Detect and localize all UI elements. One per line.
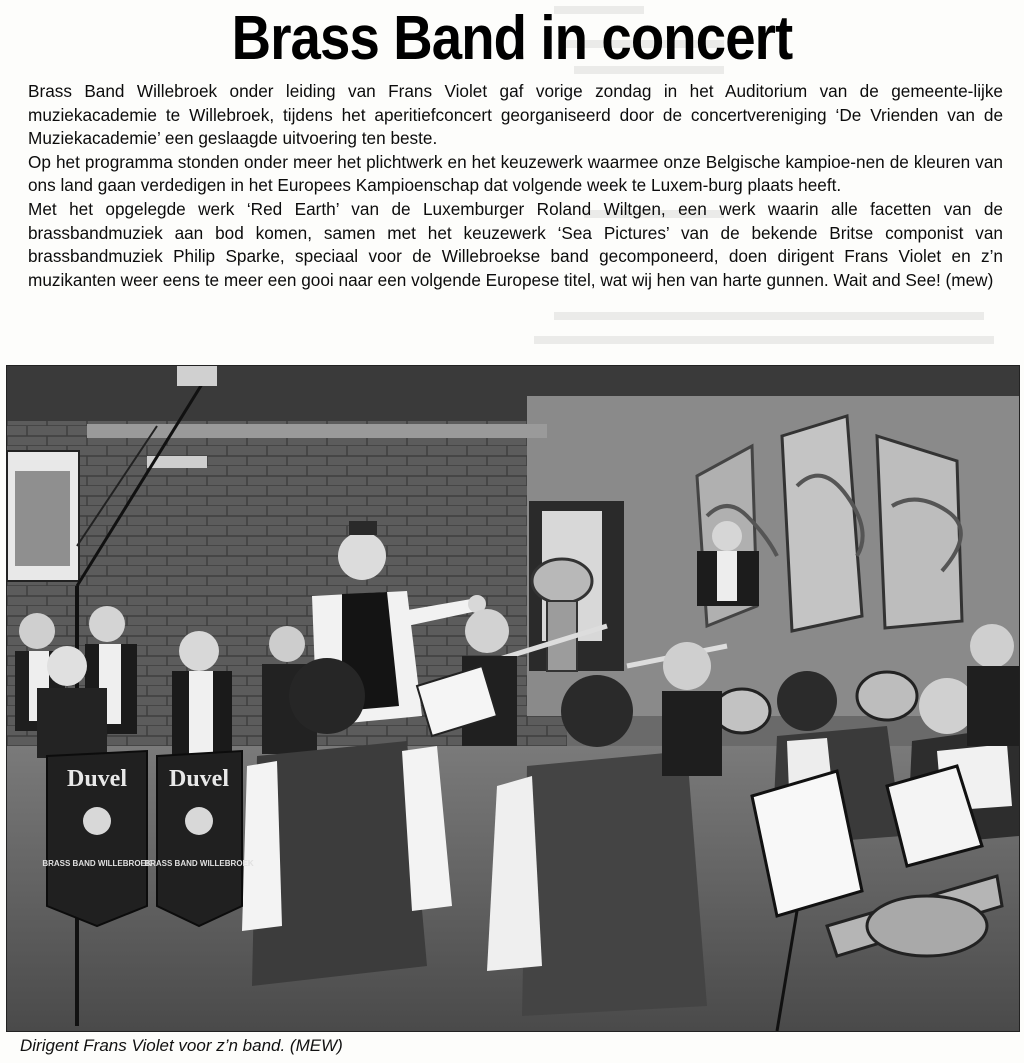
duvel-banner-left xyxy=(42,751,152,926)
banner-brand-text: Duvel xyxy=(169,766,229,792)
article-headline: Brass Band in concert xyxy=(231,4,793,73)
banner-band-text: BRASS BAND WILLEBROEK xyxy=(42,859,152,868)
photo-caption: Dirigent Frans Violet voor z’n band. (MEW) xyxy=(20,1036,343,1055)
paragraph-works: Met het opgelegde werk ‘Red Earth’ van de Luxemburger Roland Wiltgen, een werk waarin alle facetten van de brassbandmuziek aan bod komen, samen met het keuzewerk ‘Sea Pictures’ van de bekende Britse componist van brassbandmuziek Philip Sparke, speciaal voor de Willebroekse band gecomponeerd, doen dirigent Frans Violet en z’n muzikanten weer eens te meer een gooi naar een volgende Europese titel, wat wij hen van harte gunnen. Wait and See! (mew) xyxy=(28,198,1003,290)
duvel-banner-right xyxy=(144,751,254,926)
band-photo xyxy=(6,365,1020,1032)
article-body xyxy=(28,80,1003,292)
banner-brand-text: Duvel xyxy=(67,766,127,792)
paragraph-intro: Brass Band Willebroek onder leiding van Frans Violet gaf vorige zondag in het Auditorium van de gemeente-lijke muziekacademie te Willebroek, tijdens het aperitiefconcert georganiseerd door de concertvereniging ‘De Vrienden van de Muziekacademie’ een geslaagde uitvoering ten beste. xyxy=(28,81,1003,149)
banner-band-text: BRASS BAND WILLEBROEK xyxy=(144,859,254,868)
paragraph-program: Op het programma stonden onder meer het plichtwerk en het keuzewerk waarmee onze Belgische kampioe-nen de kleuren van ons land gaan verdedigen in het Europees Kampioenschap dat volgende week te Luxem-burg plaats heeft. xyxy=(28,151,1003,196)
